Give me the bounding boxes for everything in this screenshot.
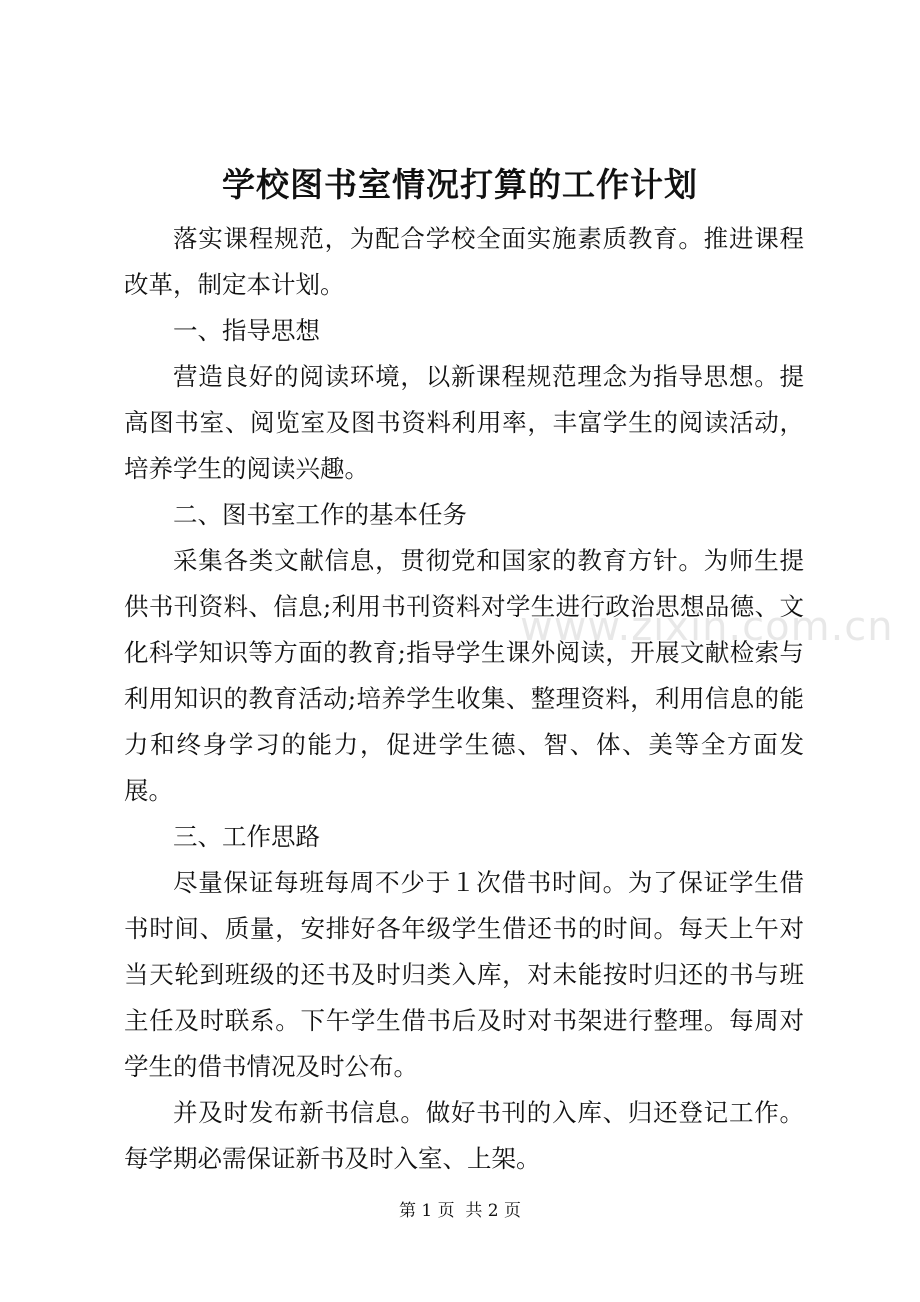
watermark: www.zixin.com.cn — [520, 604, 894, 650]
section-heading-work-approach: 三、工作思路 — [173, 822, 320, 851]
intro-paragraph: 落实课程规范，为配合学校全面实施素质教育。推进课程改革，制定本计划。 — [124, 224, 804, 299]
section-heading-basic-tasks: 二、图书室工作的基本任务 — [173, 500, 467, 529]
section-heading-guiding-ideology: 一、指导思想 — [173, 316, 320, 345]
document-title: 学校图书室情况打算的工作计划 — [222, 165, 698, 204]
basic-tasks-paragraph: 采集各类文献信息，贯彻党和国家的教育方针。为师生提供书刊资料、信息;利用书刊资料对学生进行政治思想品德、文化科学知识等方面的教育;指导学生课外阅读，开展文献检索与利用知识的教育活动;培养学生收集、整理资料，利用信息的能力和终身学习的能力，促进学生德、智、体、美等全方面发展。 — [124, 546, 804, 805]
work-approach-paragraph: 尽量保证每班每周不少于１次借书时间。为了保证学生借书时间、质量，安排好各年级学生借还书的时间。每天上午对当天轮到班级的还书及时归类入库，对未能按时归还的书与班主任及时联系。下午学生借书后及时对书架进行整理。每周对学生的借书情况及时公布。 — [124, 868, 804, 1081]
guiding-ideology-paragraph: 营造良好的阅读环境，以新课程规范理念为指导思想。提高图书室、阅览室及图书资料利用率，丰富学生的阅读活动，培养学生的阅读兴趣。 — [124, 362, 804, 483]
document-body — [124, 216, 804, 1182]
new-books-paragraph: 并及时发布新书信息。做好书刊的入库、归还登记工作。每学期必需保证新书及时入室、上架。 — [124, 1098, 804, 1173]
page-footer — [0, 1196, 920, 1226]
page-number-label: 第 1 页 共 2 页 — [398, 1201, 522, 1221]
